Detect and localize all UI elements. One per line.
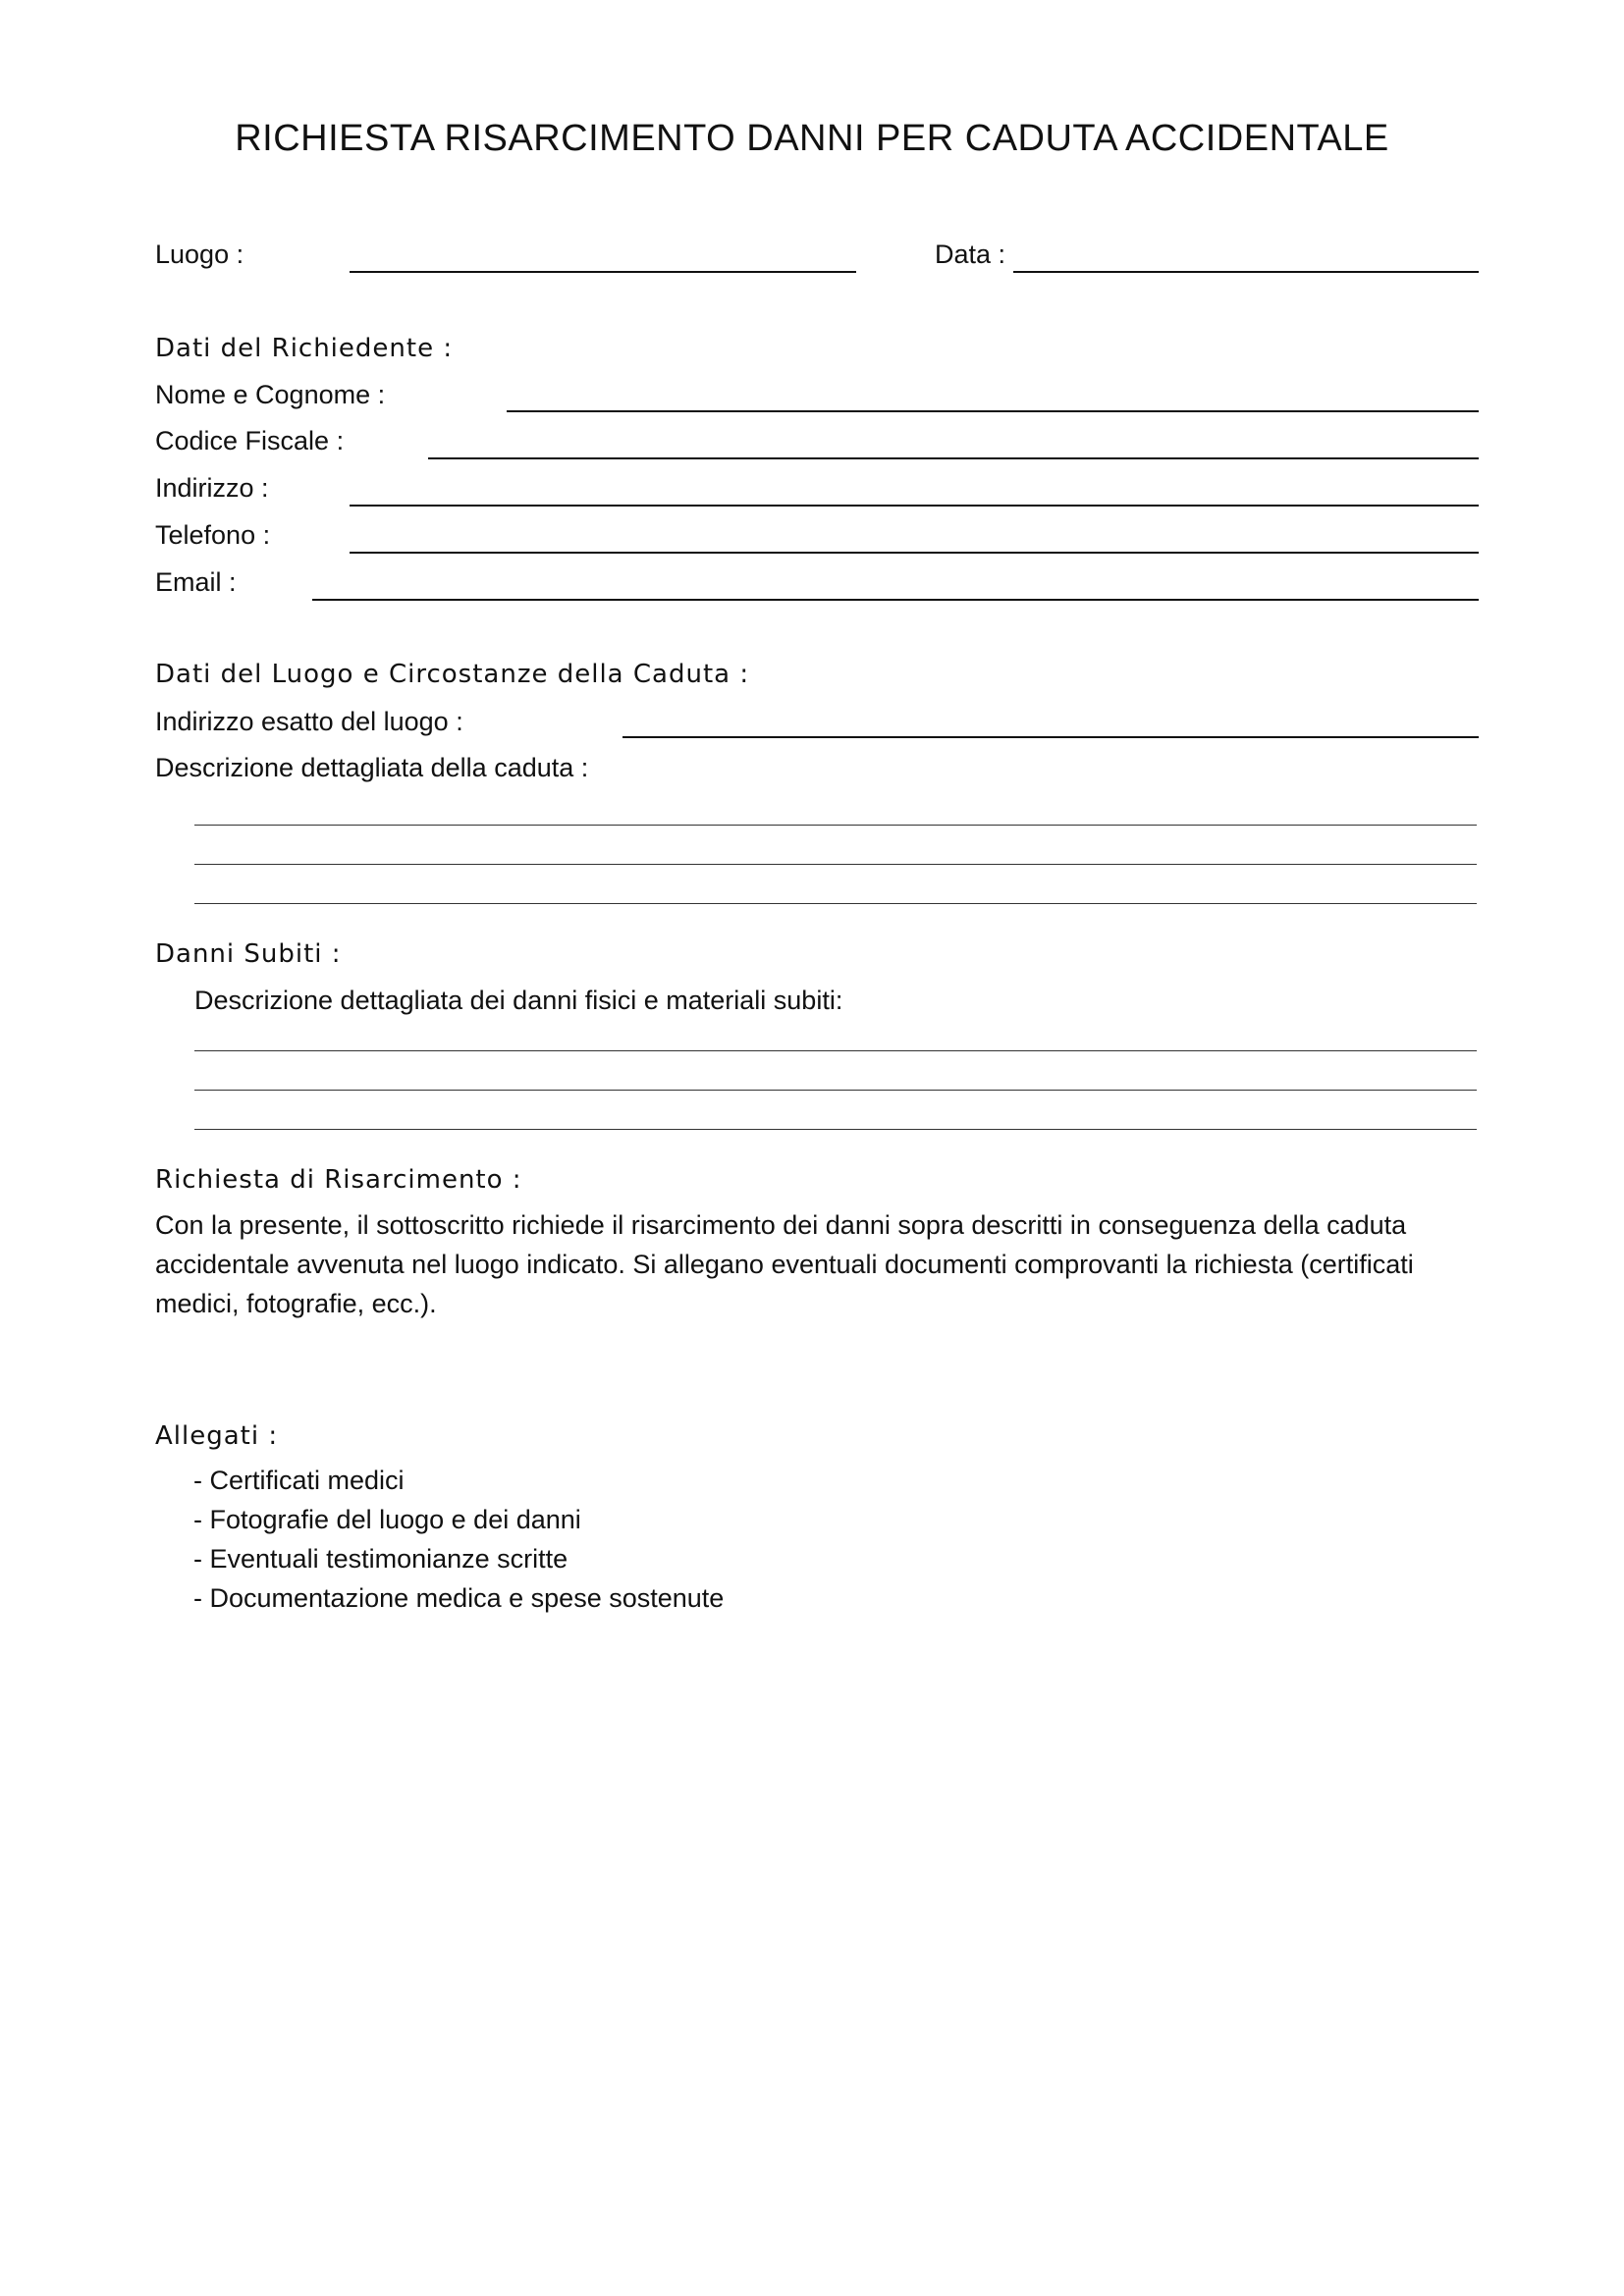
codice-fiscale-label: Codice Fiscale : bbox=[155, 426, 345, 455]
data-label: Data : bbox=[935, 240, 1006, 269]
danni-descrizione-line-2[interactable] bbox=[194, 1090, 1477, 1091]
descrizione-caduta-label: Descrizione dettagliata della caduta : bbox=[155, 753, 589, 782]
codice-fiscale-field[interactable] bbox=[428, 457, 1479, 459]
indirizzo-field[interactable] bbox=[350, 505, 1479, 507]
telefono-field[interactable] bbox=[350, 552, 1479, 554]
nome-field[interactable] bbox=[507, 410, 1479, 412]
descrizione-caduta-line-3[interactable] bbox=[194, 903, 1477, 904]
danni-descrizione-label: Descrizione dettagliata dei danni fisici e materiali subiti: bbox=[194, 986, 843, 1015]
danni-descrizione-line-3[interactable] bbox=[194, 1129, 1477, 1130]
indirizzo-luogo-label: Indirizzo esatto del luogo : bbox=[155, 707, 463, 736]
document-title: RICHIESTA RISARCIMENTO DANNI PER CADUTA ACCIDENTALE bbox=[235, 118, 1389, 159]
luogo-label: Luogo : bbox=[155, 240, 244, 269]
nome-label: Nome e Cognome : bbox=[155, 380, 386, 409]
descrizione-caduta-line-1[interactable] bbox=[194, 825, 1477, 826]
danni-descrizione-line-1[interactable] bbox=[194, 1050, 1477, 1051]
luogo-field[interactable] bbox=[350, 271, 856, 273]
allegati-item-documentazione: - Documentazione medica e spese sostenute bbox=[193, 1583, 725, 1613]
richiedente-heading: Dati del Richiedente : bbox=[155, 334, 454, 363]
telefono-label: Telefono : bbox=[155, 520, 271, 550]
danni-heading: Danni Subiti : bbox=[155, 939, 342, 969]
indirizzo-label: Indirizzo : bbox=[155, 473, 269, 503]
allegati-item-certificati: - Certificati medici bbox=[193, 1466, 405, 1495]
circostanze-heading: Dati del Luogo e Circostanze della Caduta : bbox=[155, 660, 750, 689]
descrizione-caduta-line-2[interactable] bbox=[194, 864, 1477, 865]
data-field[interactable] bbox=[1013, 271, 1479, 273]
risarcimento-text: Con la presente, il sottoscritto richiede il risarcimento dei danni sopra descritti in conseguenza della caduta accidentale avvenuta nel luogo indicato. Si allegano eventuali documenti comprovanti la richiesta (certificati medici, fotografie, ecc.). bbox=[155, 1210, 1414, 1318]
allegati-heading: Allegati : bbox=[155, 1421, 279, 1451]
risarcimento-heading: Richiesta di Risarcimento : bbox=[155, 1165, 522, 1195]
allegati-item-fotografie: - Fotografie del luogo e dei danni bbox=[193, 1505, 581, 1534]
email-label: Email : bbox=[155, 567, 237, 597]
email-field[interactable] bbox=[312, 599, 1479, 601]
allegati-list bbox=[193, 1461, 724, 1618]
indirizzo-luogo-field[interactable] bbox=[623, 736, 1479, 738]
allegati-item-testimonianze: - Eventuali testimonianze scritte bbox=[193, 1544, 568, 1574]
